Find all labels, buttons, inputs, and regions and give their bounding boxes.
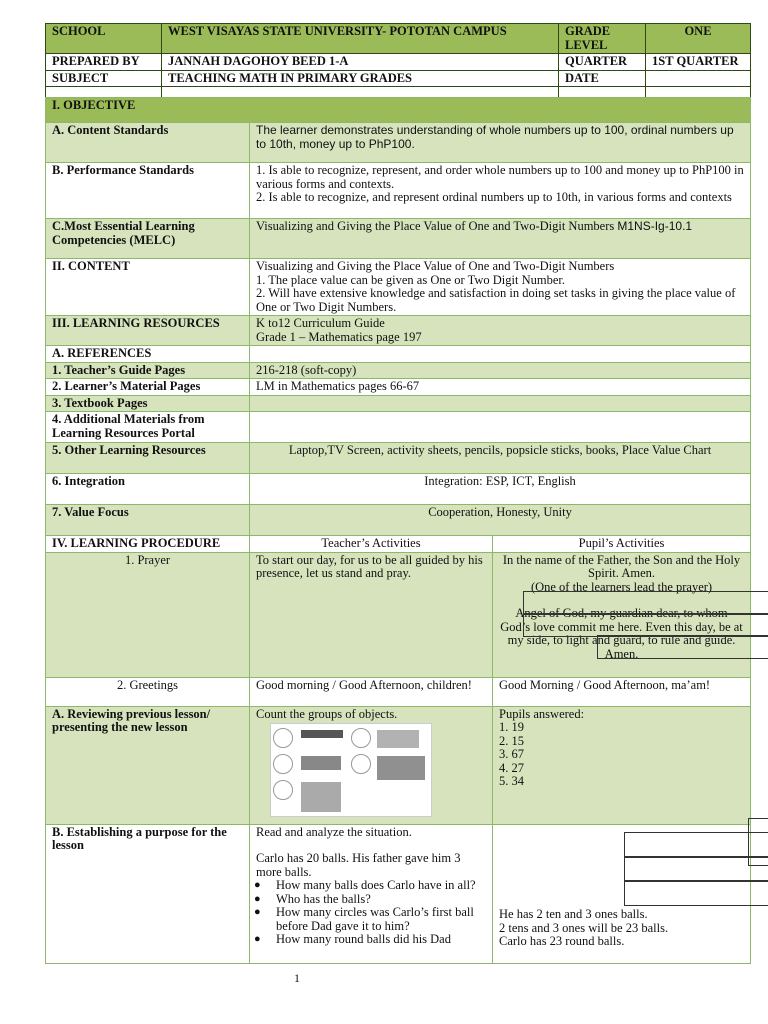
review-pupil xyxy=(493,706,751,824)
resources-line-2: Grade 1 – Mathematics page 197 xyxy=(256,329,422,344)
greetings-pupil: Good Morning / Good Afternoon, ma’am! xyxy=(493,677,751,706)
quarter-label: QUARTER xyxy=(559,54,646,71)
objective-title: I. OBJECTIVE xyxy=(46,98,751,123)
figure-objects xyxy=(377,730,419,748)
header-table xyxy=(45,23,751,99)
overlay-box xyxy=(523,613,768,637)
other-resources-value: Laptop,TV Screen, activity sheets, pencils, popsicle sticks, books, Place Value Chart xyxy=(250,443,751,474)
content-label: II. CONTENT xyxy=(46,259,250,316)
textbook-label: 3. Textbook Pages xyxy=(46,395,250,412)
figure-circle xyxy=(273,728,293,748)
content-text xyxy=(250,259,751,316)
performance-item-2: 2. Is able to recognize, and represent ordinal numbers up to 10th, in various forms and contexts xyxy=(256,190,732,204)
overlay-box xyxy=(624,880,768,906)
greetings-label: 2. Greetings xyxy=(46,677,250,706)
content-line-2: 1. The place value can be given as One or Two Digit Number. xyxy=(256,272,565,287)
subject-label: SUBJECT xyxy=(46,70,162,87)
figure-circle xyxy=(273,754,293,774)
grade-level-label: GRADE LEVEL xyxy=(559,24,646,54)
review-pupil-title: Pupils answered: xyxy=(499,706,585,721)
value-focus-label: 7. Value Focus xyxy=(46,505,250,536)
purpose-questions xyxy=(256,879,486,947)
resources-label: III. LEARNING RESOURCES xyxy=(46,316,250,346)
resources-text xyxy=(250,316,751,346)
integration-label: 6. Integration xyxy=(46,474,250,505)
procedure-title: IV. LEARNING PROCEDURE xyxy=(46,536,250,553)
figure-objects xyxy=(301,730,343,738)
purpose-question: ● How many circles was Carlo’s first ball before Dad gave it to him? xyxy=(276,906,486,933)
review-answer: 5. 34 xyxy=(499,774,524,788)
purpose-question: ● How many round balls did his Dad xyxy=(276,933,486,947)
purpose-pupil-line-1: He has 2 ten and 3 ones balls. xyxy=(499,907,648,921)
objects-groups-figure xyxy=(270,723,432,817)
other-resources-label: 5. Other Learning Resources xyxy=(46,443,250,474)
content-line-1: Visualizing and Giving the Place Value of One and Two-Digit Numbers xyxy=(256,259,615,273)
resources-line-1: K to12 Curriculum Guide xyxy=(256,316,385,330)
teachers-guide-label: 1. Teacher’s Guide Pages xyxy=(46,362,250,379)
purpose-question: ● How many balls does Carlo have in all? xyxy=(276,879,486,893)
figure-circle xyxy=(273,780,293,800)
review-answer: 4. 27 xyxy=(499,760,524,775)
review-answer: 2. 15 xyxy=(499,733,524,748)
prepared-by-value: JANNAH DAGOHOY BEED 1-A xyxy=(162,54,559,71)
purpose-pupil-line-2: 2 tens and 3 ones will be 23 balls. xyxy=(499,920,669,935)
performance-standards-label: B. Performance Standards xyxy=(46,163,250,219)
overlay-box xyxy=(597,635,768,659)
quarter-value: 1ST QUARTER xyxy=(646,54,751,71)
pupil-activities-header: Pupil’s Activities xyxy=(493,536,751,553)
melc-description: Visualizing and Giving the Place Value of One and Two-Digit Numbers xyxy=(256,219,615,233)
value-focus-value: Cooperation, Honesty, Unity xyxy=(250,505,751,536)
melc-code: M1NS-Ig-10.1 xyxy=(617,219,693,233)
learners-material-label: 2. Learner’s Material Pages xyxy=(46,379,250,396)
review-label: A. Reviewing previous lesson/ presenting the new lesson xyxy=(46,706,250,824)
prepared-by-label: PREPARED BY xyxy=(46,54,162,71)
purpose-pupil-line-3: Carlo has 23 round balls. xyxy=(499,934,625,948)
review-answer: 1. 19 xyxy=(499,720,524,734)
figure-objects xyxy=(301,756,341,770)
purpose-instruction: Read and analyze the situation. xyxy=(256,824,412,839)
greetings-teacher: Good morning / Good Afternoon, children! xyxy=(250,677,493,706)
performance-standards-text xyxy=(250,163,751,219)
figure-objects xyxy=(377,756,425,780)
prayer-teacher: To start our day, for us to be all guided by his presence, let us stand and pray. xyxy=(250,552,493,677)
integration-value: Integration: ESP, ICT, English xyxy=(250,474,751,505)
melc-text xyxy=(250,219,751,259)
figure-circle xyxy=(351,728,371,748)
purpose-label: B. Establishing a purpose for the lesson xyxy=(46,824,250,963)
review-answer: 3. 67 xyxy=(499,747,524,761)
overlay-box xyxy=(624,832,768,858)
overlay-box xyxy=(523,591,768,615)
learners-material-value: LM in Mathematics pages 66-67 xyxy=(250,379,751,396)
figure-circle xyxy=(351,754,371,774)
review-teacher xyxy=(250,706,493,824)
date-value xyxy=(646,70,751,87)
prayer-pupil-line-2: (One of the learners lead the prayer) xyxy=(530,579,713,594)
grade-level-value: ONE xyxy=(646,24,751,54)
melc-label: C.Most Essential Learning Competencies (MELC) xyxy=(46,219,250,259)
teacher-activities-header: Teacher’s Activities xyxy=(250,536,493,553)
school-label: SCHOOL xyxy=(46,24,162,54)
page-number: 1 xyxy=(294,971,300,985)
additional-materials-label: 4. Additional Materials from Learning Resources Portal xyxy=(46,412,250,443)
review-teacher-text: Count the groups of objects. xyxy=(256,706,398,721)
prayer-label: 1. Prayer xyxy=(46,552,250,677)
date-label: DATE xyxy=(559,70,646,87)
content-standards-label: A. Content Standards xyxy=(46,123,250,163)
purpose-teacher xyxy=(250,824,493,963)
subject-value: TEACHING MATH IN PRIMARY GRADES xyxy=(162,70,559,87)
prayer-pupil-line-3: Angel of God, my guardian dear, to whom God’s love commit me here. Even this day, be at my side, to light and guard, to rule and guide. Amen. xyxy=(500,606,743,661)
prayer-pupil-line-1: In the name of the Father, the Son and the Holy Spirit. Amen. xyxy=(502,552,741,580)
references-label: A. REFERENCES xyxy=(46,346,250,363)
purpose-question: ● Who has the balls? xyxy=(276,893,486,907)
content-standards-text: The learner demonstrates understanding of whole numbers up to 100, ordinal numbers up to 10th, money up to PhP100. xyxy=(250,123,751,163)
figure-objects xyxy=(301,782,341,812)
school-name: WEST VISAYAS STATE UNIVERSITY- POTOTAN CAMPUS xyxy=(162,24,559,54)
overlay-box xyxy=(624,856,768,882)
purpose-situation: Carlo has 20 balls. His father gave him 3 more balls. xyxy=(256,851,461,879)
teachers-guide-value: 216-218 (soft-copy) xyxy=(250,362,751,379)
content-line-3: 2. Will have extensive knowledge and satisfaction in doing set tasks in giving the place value of One or Two Digit Numbers. xyxy=(256,286,736,314)
performance-item-1: 1. Is able to recognize, represent, and order whole numbers up to 100 and money up to PhP100 in various forms and contexts. xyxy=(256,163,744,191)
